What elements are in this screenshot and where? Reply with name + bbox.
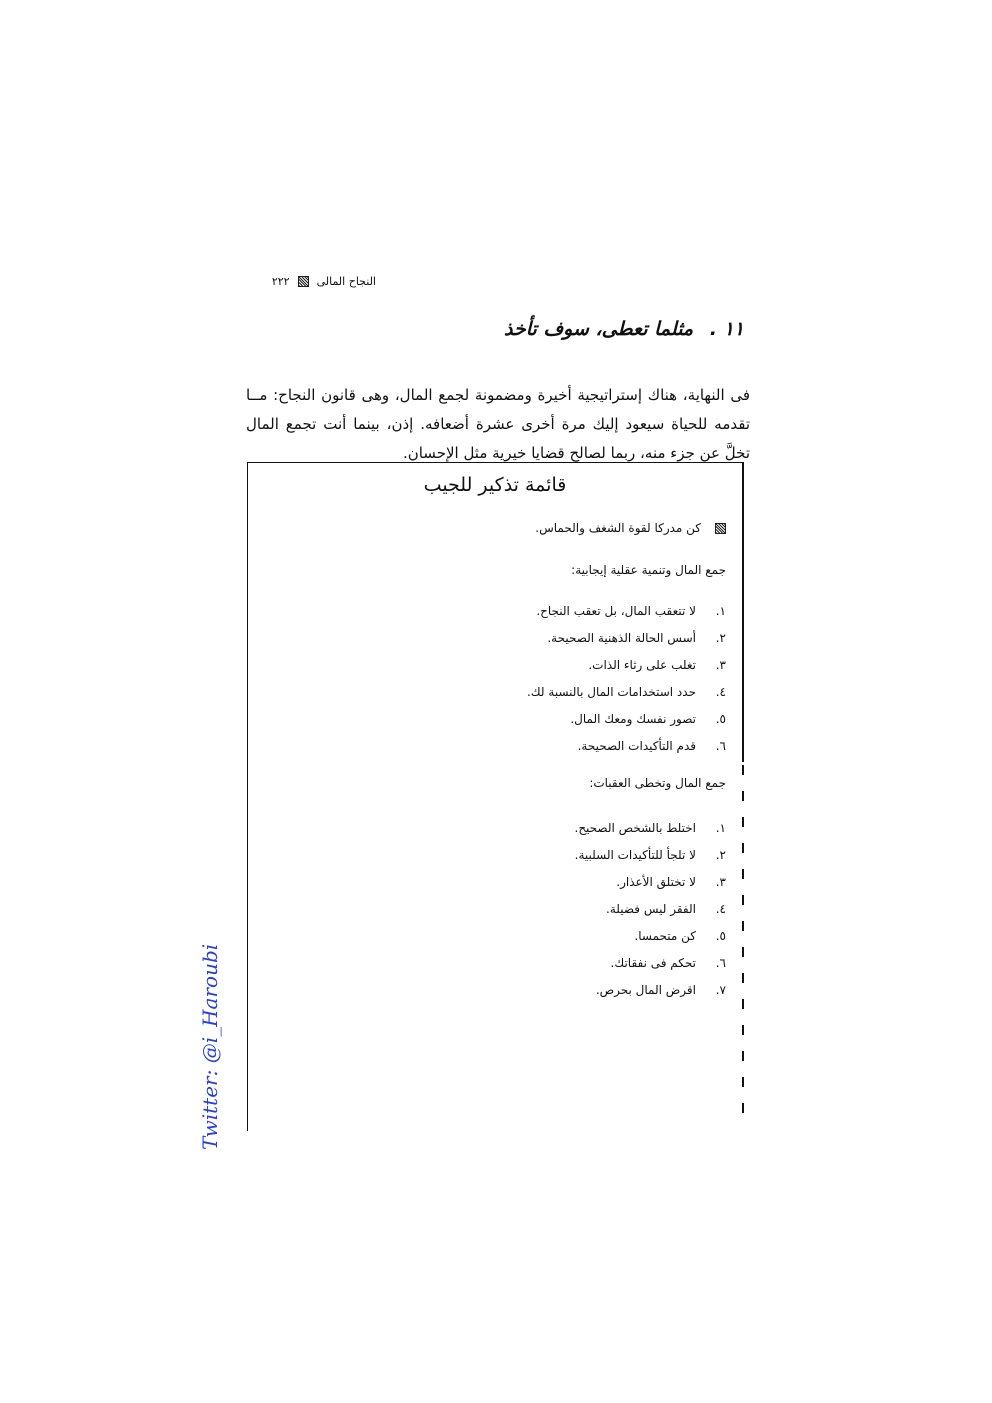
box-border-right-broken <box>742 765 744 1125</box>
list-item: ١. اختلط بالشخص الصحيح. <box>574 821 726 835</box>
checklist-title: قائمة تذكير للجيب <box>423 474 567 496</box>
section-number: ١١ . <box>709 318 744 340</box>
list-item: ٢. لا تلجأ للتأكيدات السلبية. <box>574 848 726 862</box>
square-ornament-icon <box>715 523 726 534</box>
list-item: ٦. تحكم فى نفقاتك. <box>610 956 726 970</box>
group-heading-positive-mindset: جمع المال وتنمية عقلية إيجابية: <box>571 563 726 577</box>
running-head <box>246 272 376 290</box>
list-item: ٦. قدم التأكيدات الصحيحة. <box>577 739 726 753</box>
checklist-bullet <box>535 521 726 535</box>
page-number: ٢٢٢ <box>271 274 290 288</box>
running-head-title: النجاح المالى <box>316 274 376 288</box>
list-item: ٣. تغلب على رثاء الذات. <box>588 658 726 672</box>
box-border-right <box>742 462 744 762</box>
group-heading-obstacles: جمع المال وتخطى العقبات: <box>589 776 726 790</box>
list-item: ٤. الفقر ليس فضيلة. <box>606 902 726 916</box>
list-item: ٢. أسس الحالة الذهنية الصحيحة. <box>547 631 726 645</box>
square-ornament-icon <box>298 276 309 287</box>
list-item: ٤. حدد استخدامات المال بالنسبة لك. <box>526 685 726 699</box>
list-obstacles <box>575 818 727 1007</box>
list-item: ٥. تصور نفسك ومعك المال. <box>570 712 726 726</box>
intro-paragraph: فى النهاية، هناك إستراتيجية أخيرة ومضمونة لجمع المال، وهى قانون النجاح: مــا تقدمه للحياة سيعود إليك مرة أخرى عشرة أضعافه. إذن، بينما أنت تجمع المال تخلَّ عن جزء منه، ربما لصالح قضايا خيرية مثل الإحسان. <box>246 386 750 462</box>
list-item: ٧. اقرض المال بحرص. <box>595 983 726 997</box>
list-item: ١. لا تتعقب المال، بل تعقب النجاح. <box>536 604 726 618</box>
list-item: ٥. كن متحمسا. <box>634 929 726 943</box>
twitter-watermark: Twitter: @i_Haroubi <box>198 943 222 1150</box>
section-title: مثلما تعطى، سوف تأخذ <box>504 318 694 340</box>
list-item: ٣. لا تختلق الأعذار. <box>616 875 726 889</box>
section-heading <box>244 318 744 340</box>
bullet-text: كن مدركا لقوة الشغف والحماس. <box>535 521 701 535</box>
list-positive-mindset <box>527 601 726 763</box>
